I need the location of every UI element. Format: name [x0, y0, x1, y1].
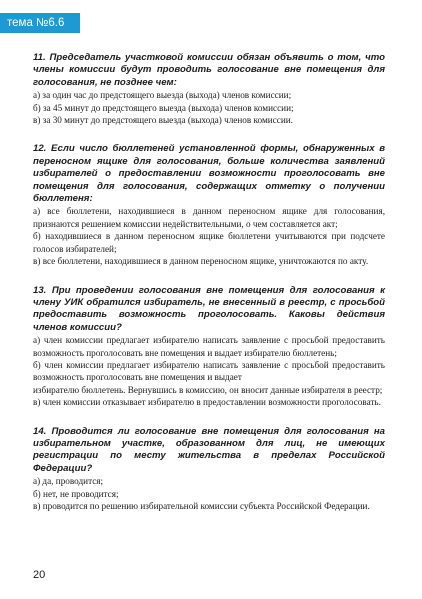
question-13: [33, 285, 385, 409]
answer-option: а) все бюллетени, находившиеся в данном переносном ящике для голосования, признаются решением комиссии недействительными, о чем составляется акт;: [33, 206, 385, 229]
answer-option: б) член комиссии предлагает избирателю написать заявление с просьбой предоставить возможность проголосовать вне помещения и выдает: [33, 359, 385, 383]
question-12: [33, 143, 385, 267]
answer-option: а) за один час до предстоящего выезда (выхода) членов комиссии;: [33, 90, 292, 101]
answer-option: в) член комиссии отказывает избирателю в предоставлении возможности проголосовать.: [33, 397, 381, 408]
answer-option: а) да, проводится;: [33, 476, 104, 487]
questions-list: [33, 52, 385, 529]
answer-option: б) за 45 минут до предстоящего выезда (выхода) членов комиссии;: [33, 102, 294, 113]
answer-option: в) все бюллетени, находившиеся в данном переносном ящике, уничтожаются по акту.: [33, 256, 369, 267]
answer-option: в) за 30 минут до предстоящего выезда (выхода) членов комиссии.: [33, 115, 293, 126]
question-title: 13. При проведении голосования вне помещения для голосования к члену УИК обратился избиратель, не внесенный в реестр, с просьбой предоставить возможность проголосовать. Каковы действия членов комиссии?: [33, 284, 385, 333]
question-title: 14. Проводится ли голосование вне помещения для голосования на избирательном участке, образованном для лиц, не имеющих регистрации по месту жительства в пределах Российской Федерации?: [33, 425, 385, 474]
answer-option: б) нет, не проводится;: [33, 488, 119, 499]
answer-option: б) находившиеся в данном переносном ящике бюллетени учитываются при подсчете голосов избирателей;: [33, 231, 385, 254]
question-title: 11. Председатель участковой комиссии обязан объявить о том, что члены комиссии будут проводить голосование вне помещения для голосования, не позднее чем:: [33, 52, 385, 88]
question-title: 12. Если число бюллетеней установленной формы, обнаруженных в переносном ящике для голосования, больше количества заявлений избирателей о предоставлении возможности проголосовать вне помещения для голосования, содержащих отметку о получении бюллетеня:: [33, 143, 385, 205]
question-14: [33, 426, 385, 513]
answer-option: в) проводится по решению избирательной комиссии субъекта Российской Федерации.: [33, 501, 370, 511]
answer-option: а) член комиссии предлагает избирателю написать заявление с просьбой предоставить возможность проголосовать вне помещения и выдает избирателю бюллетень;: [33, 335, 385, 358]
page-number: 20: [33, 569, 46, 581]
topic-tag: тема №6.6: [0, 13, 80, 33]
question-11: [33, 52, 385, 126]
answer-option: избирателю бюллетень. Вернувшись в комиссию, он вносит данные избирателя в реестр;: [33, 384, 383, 395]
